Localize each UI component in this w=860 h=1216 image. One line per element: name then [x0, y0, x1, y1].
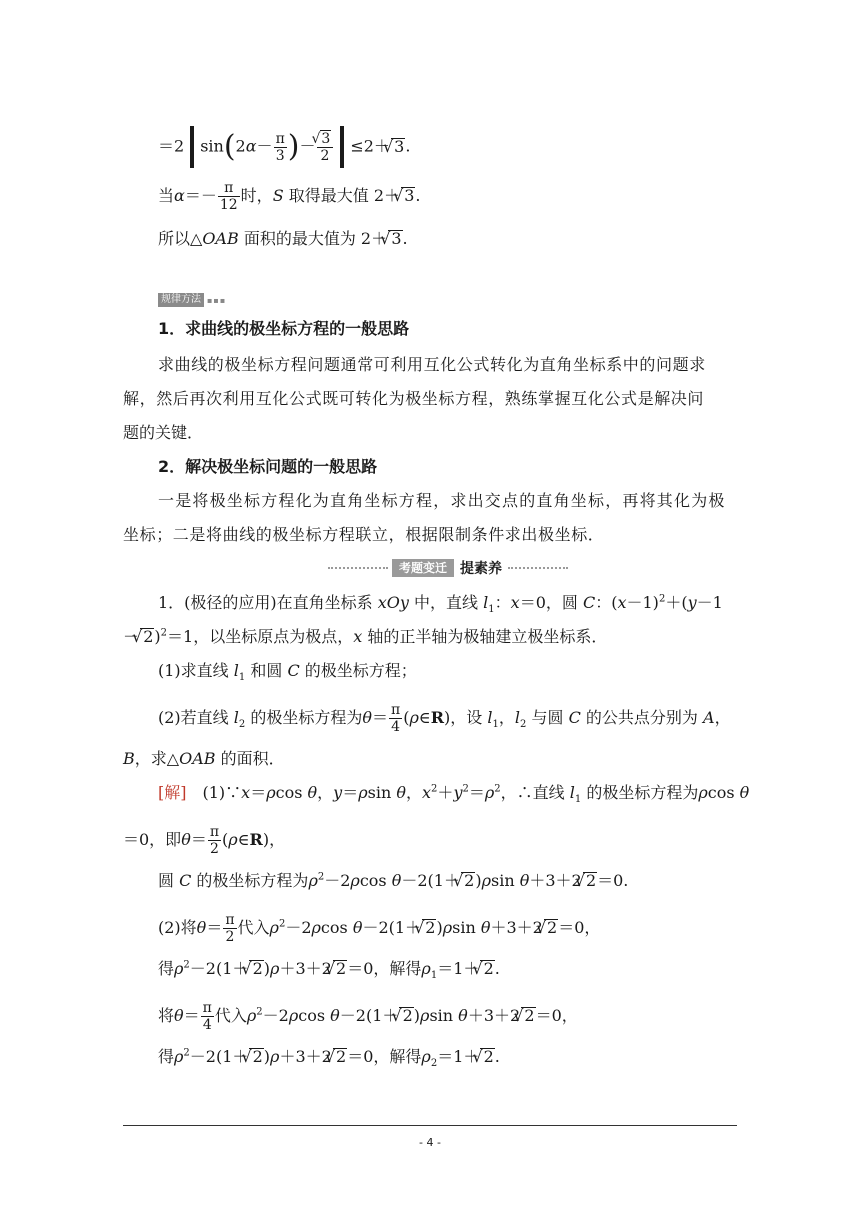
solution-line: (2)将θ＝ $\frac{\pi}{2}$ 代入$\rho^2-2\rho\cos$ θ－2(1＋√ 2)ρsin θ＋3＋2√ 2＝0， — [158, 912, 600, 945]
method1-text: 解，然后再次利用互化公式既可转化为极坐标方程，熟练掌握互化公式是解决问 — [123, 389, 705, 408]
banner-dotted-line — [328, 567, 388, 569]
method1-text: 题的关键． — [123, 423, 204, 442]
method1-text: 求曲线的极坐标方程问题通常可利用互化公式转化为直角坐标系中的问题求 — [158, 355, 706, 374]
problem-part: (2)若直线 $l_2$ 的极坐标方程为θ＝ $\frac{\pi}{4}$ (ρ∈R)，设 $l_1$，$l_2$ 与圆 C 的公共点分别为 A， — [158, 702, 731, 735]
method-tag: 规律方法 ▪▪▪ — [158, 293, 226, 307]
solution-line: 圆 C 的极坐标方程为$\rho^2-2\rho\cos$ θ－2(1＋√ 2)ρsin θ＋3＋2√ 2＝0. — [158, 870, 628, 892]
area-conclusion-line: 所以△OAB 面积的最大值为 2＋√ 3. — [158, 228, 408, 250]
alpha-condition-line: 当α＝－ $\frac{\pi}{12}$ 时，S 取得最大值 2＋√ 3. — [158, 180, 421, 213]
method1-title: 1．求曲线的极坐标方程的一般思路 — [158, 319, 410, 338]
solution-tag: [解] — [158, 783, 187, 802]
fraction: √ $\frac{3}{2}$ — [317, 130, 334, 164]
problem-statement: 1．(极径的应用)在直角坐标系 xOy 中，直线 $l_1$：x＝0，圆 C：$(x-1)^2+(y-1$ — [158, 593, 723, 616]
fraction: $\frac{\pi}{12}$ — [219, 180, 238, 213]
solution-line: ＝0，即θ＝ $\frac{\pi}{2}$ (ρ∈R)， — [123, 824, 286, 857]
method2-text: 坐标；二是将曲线的极坐标方程联立，根据限制条件求出极坐标． — [123, 525, 605, 544]
page-number: - 4 - — [419, 1136, 441, 1149]
fraction: $\frac{\pi}{2}$ — [209, 824, 220, 857]
solution-line: 得$\rho^2-2(1+√$ 2)ρ＋3＋2√ 2＝0，解得$\rho_2=1+√$ 2. — [158, 1046, 500, 1068]
fraction: $\frac{\pi}{4}$ — [202, 1000, 212, 1033]
fraction: $\frac{\pi}{3}$ — [275, 130, 285, 164]
solution-line: 将θ＝ $\frac{\pi}{4}$ 代入$\rho^2-2\rho\cos$ θ－2(1＋√ 2)ρsin θ＋3＋2√ 2＝0， — [158, 1000, 578, 1033]
fraction: $\frac{\pi}{2}$ — [225, 912, 235, 945]
method2-title: 2．解决极坐标问题的一般思路 — [158, 457, 378, 476]
solution-line: 得$\rho^2-2(1+√$ 2)ρ＋3＋2√ 2＝0，解得$\rho_1=1+√$ 2. — [158, 958, 500, 980]
footer-rule — [123, 1125, 737, 1126]
problem-part: (1)求直线 $l_1$ 和圆 C 的极坐标方程； — [158, 661, 417, 684]
section-banner — [328, 558, 568, 578]
problem-statement: －√ 2)$^2$＝1，以坐标原点为极点，x 轴的正半轴为极轴建立极坐标系． — [123, 626, 607, 648]
fraction: $\frac{\pi}{4}$ — [391, 702, 401, 735]
banner-label: 提素养 — [460, 561, 503, 577]
max-bound-line: ＝2 sin(2α－ $\frac{\pi}{3}$ )－ √ $\frac{3}{2}$ ≤2＋√ 3. — [158, 126, 410, 168]
abs-bar-right — [340, 126, 344, 168]
solution-line: [解] (1)∵x＝ρcos θ，y＝ρsin θ，$x^2+y^2=\rho^2$，∴直线 $l_1$ 的极坐标方程为ρcos θ — [158, 783, 750, 806]
banner-dotted-line — [508, 567, 568, 569]
problem-part: B，求△OAB 的面积． — [123, 749, 285, 768]
method2-text: 一是将极坐标方程化为直角坐标方程，求出交点的直角坐标，再将其化为极 — [158, 491, 726, 510]
banner-pill: 考题变迁 — [392, 559, 454, 577]
abs-bar-left — [190, 126, 194, 168]
